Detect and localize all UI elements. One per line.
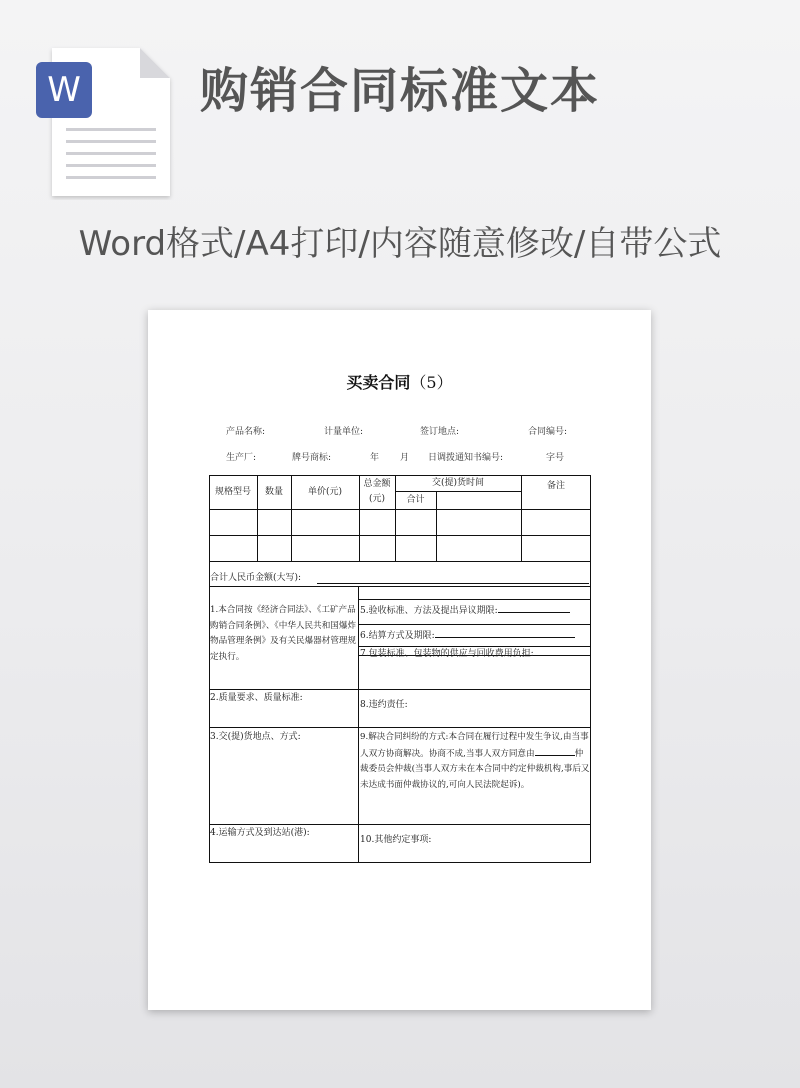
header-remark: 备注 (546, 481, 565, 491)
clause-7: 7.包装标准、包装物的供应与回收费用负担: (360, 649, 534, 659)
contract-title-text: 买卖合同 (346, 373, 411, 392)
info-place: 签订地点: (420, 427, 460, 437)
clause-5-text: 5.验收标准、方法及提出异议期限: (360, 606, 498, 616)
info-unit: 计量单位: (324, 427, 364, 437)
info-transfer-notice-no: 日调拨通知书编号: (428, 453, 504, 463)
header-sum: 合计 (406, 495, 425, 505)
document-page (148, 310, 651, 1010)
info-manufacturer: 生产厂: (226, 453, 257, 463)
clause-2: 2.质量要求、质量标准: (210, 693, 303, 703)
contract-title-number: （5） (410, 373, 453, 392)
header-spec: 规格型号 (214, 487, 251, 497)
header-qty: 数量 (264, 487, 283, 497)
clause-1: 1.本合同按《经济合同法》、《工矿产品购销合同条例》、《中华人民共和国爆炸物品管理条例》及有关民爆器材管理规定执行。 (210, 605, 357, 662)
info-contract-no: 合同编号: (528, 427, 568, 437)
word-document-icon (36, 40, 176, 200)
clause-5 (360, 603, 570, 620)
clause-9-arbitration: 仲裁委员会仲裁(当事人双方未在本合同中约定仲裁机构,事后又未达成书面仲裁协议的,可向人民法院起诉)。 (360, 748, 590, 790)
word-icon-letter: W (47, 70, 81, 110)
header-total-amount: 总金额 (363, 479, 391, 489)
clause-4: 4.运输方式及到达站(港): (210, 828, 310, 838)
header-delivery-time: 交(提)货时间 (431, 478, 485, 488)
banner-title: 购销合同标准文本 (200, 63, 601, 119)
clause-10: 10.其他约定事项: (360, 835, 432, 845)
contract-title (148, 370, 651, 393)
clause-6 (360, 628, 575, 645)
info-word-no: 字号 (546, 453, 565, 463)
header-unit-price: 单价(元) (307, 487, 343, 497)
clause-9 (360, 730, 590, 793)
info-month: 月 (400, 453, 410, 463)
banner-subtitle: Word格式/A4打印/内容随意修改/自带公式 (78, 224, 722, 264)
clause-8: 8.违约责任: (360, 700, 408, 710)
info-brand: 牌号商标: (292, 453, 332, 463)
contract-table (209, 475, 591, 863)
info-product-name: 产品名称: (226, 427, 266, 437)
info-year: 年 (370, 453, 380, 463)
clause-3: 3.交(提)货地点、方式: (210, 732, 301, 742)
clause-9-text: 9.解决合同纠纷的方式:本合同在履行过程中发生争议,由当事人双方协商解决。协商不成,当事人双方同意由 (360, 732, 589, 759)
header-total-unit: (元) (368, 494, 386, 504)
total-amount-label: 合计人民币金额(大写): (210, 573, 302, 583)
clause-6-text: 6.结算方式及期限: (360, 631, 435, 641)
